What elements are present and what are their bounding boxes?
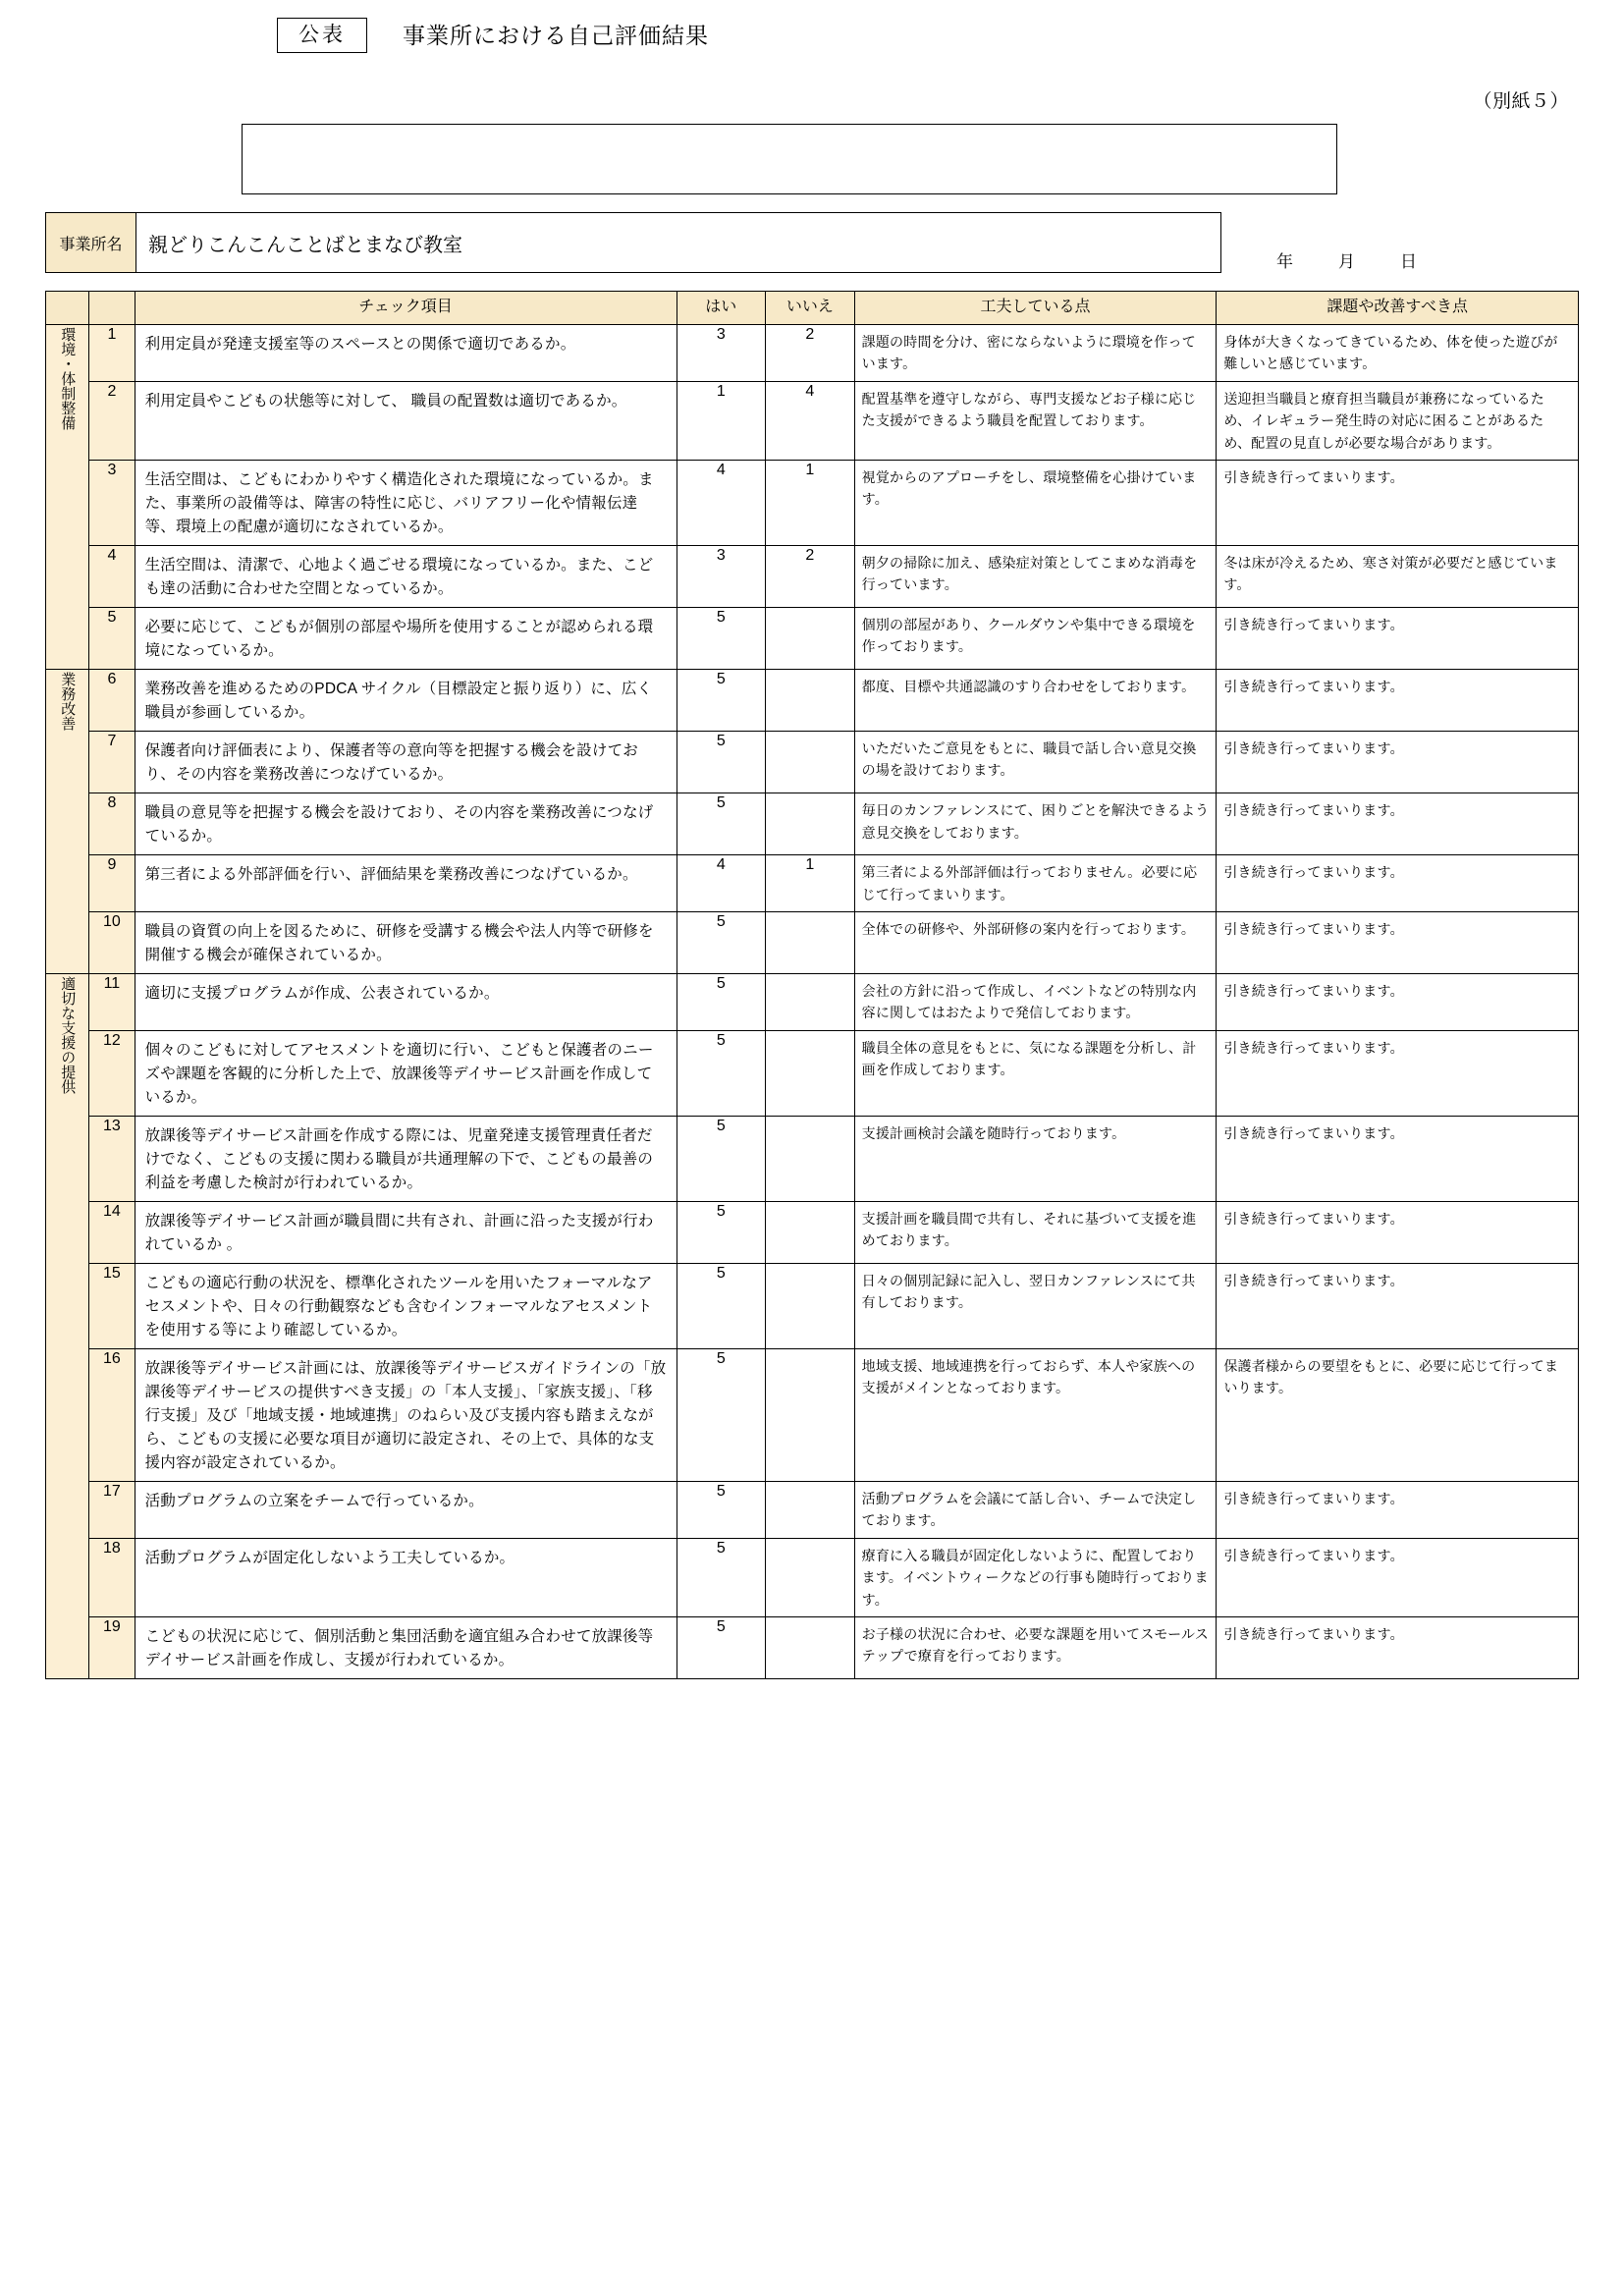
- yes-count: 5: [677, 973, 766, 1030]
- title-box: [242, 124, 1337, 194]
- row-number: 3: [89, 460, 135, 545]
- row-number: 12: [89, 1030, 135, 1116]
- publication-tag: 公表: [277, 18, 367, 53]
- issues-text: 引き続き行ってまいります。: [1217, 1030, 1579, 1116]
- yes-count: 4: [677, 460, 766, 545]
- date-month-label: 月: [1338, 252, 1357, 271]
- yes-count: 5: [677, 1116, 766, 1201]
- issues-text: 引き続き行ってまいります。: [1217, 793, 1579, 855]
- yes-count: 5: [677, 1348, 766, 1481]
- table-row: [46, 546, 1579, 608]
- table-row: [46, 911, 1579, 973]
- yes-count: 1: [677, 381, 766, 460]
- row-number: 18: [89, 1538, 135, 1616]
- table-row: [46, 855, 1579, 912]
- issues-text: 身体が大きくなってきているため、体を使った遊びが難しいと感じています。: [1217, 325, 1579, 382]
- yes-count: 5: [677, 1030, 766, 1116]
- good-points-text: 療育に入る職員が固定化しないように、配置しております。イベントウィークなどの行事も随時行っております。: [854, 1538, 1217, 1616]
- category-label: 環境・体制整備: [59, 327, 77, 430]
- category-label: 業務改善: [59, 672, 77, 732]
- good-points-text: 第三者による外部評価は行っておりません。必要に応じて行ってまいります。: [854, 855, 1217, 912]
- yes-count: 5: [677, 1616, 766, 1678]
- check-item-text: 利用定員が発達支援室等のスペースとの関係で適切であるか。: [135, 325, 677, 382]
- issues-text: 送迎担当職員と療育担当職員が兼務になっているため、イレギュラー発生時の対応に困ることがあるため、配置の見直しが必要な場合があります。: [1217, 381, 1579, 460]
- table-row: [46, 1482, 1579, 1539]
- col-yes: はい: [677, 292, 766, 325]
- check-item-text: 放課後等デイサービス計画には、放課後等デイサービスガイドラインの「放課後等デイサービスの提供すべき支援」の「本人支援」、「家族支援」、「移行支援」及び「地域支援・地域連携」のねらい及び支援内容も踏まえながら、こどもの支援に必要な項目が適切に設定され、その上で、具体的な支援内容が設定されているか。: [135, 1348, 677, 1481]
- date-line: [1276, 247, 1419, 272]
- row-number: 1: [89, 325, 135, 382]
- yes-count: 5: [677, 1538, 766, 1616]
- no-count: [766, 1348, 855, 1481]
- good-points-text: 朝夕の掃除に加え、感染症対策としてこまめな消毒を行っています。: [854, 546, 1217, 608]
- yes-count: 5: [677, 911, 766, 973]
- no-count: 1: [766, 460, 855, 545]
- table-row: [46, 793, 1579, 855]
- issues-text: 引き続き行ってまいります。: [1217, 1263, 1579, 1348]
- no-count: 2: [766, 546, 855, 608]
- good-points-text: いただいたご意見をもとに、職員で話し合い意見交換の場を設けております。: [854, 732, 1217, 793]
- yes-count: 3: [677, 546, 766, 608]
- issues-text: 冬は床が冷えるため、寒さ対策が必要だと感じています。: [1217, 546, 1579, 608]
- annex-label: （別紙５）: [1473, 91, 1569, 112]
- yes-count: 5: [677, 793, 766, 855]
- col-issues: 課題や改善すべき点: [1217, 292, 1579, 325]
- office-name-row: [45, 212, 1221, 273]
- page-title: 事業所における自己評価結果: [403, 23, 709, 48]
- check-item-text: 活動プログラムの立案をチームで行っているか。: [135, 1482, 677, 1539]
- issues-text: 引き続き行ってまいります。: [1217, 1538, 1579, 1616]
- office-name-value: 親どりこんこんことばとまなび教室: [148, 234, 462, 256]
- row-number: 19: [89, 1616, 135, 1678]
- row-number: 2: [89, 381, 135, 460]
- table-row: [46, 1116, 1579, 1201]
- check-item-text: 活動プログラムが固定化しないよう工夫しているか。: [135, 1538, 677, 1616]
- yes-count: 4: [677, 855, 766, 912]
- table-body: [46, 325, 1579, 1679]
- issues-text: 引き続き行ってまいります。: [1217, 973, 1579, 1030]
- row-number: 15: [89, 1263, 135, 1348]
- yes-count: 5: [677, 1482, 766, 1539]
- check-item-text: 放課後等デイサービス計画を作成する際には、児童発達支援管理責任者だけでなく、こどもの支援に関わる職員が共通理解の下で、こどもの最善の利益を考慮した検討が行われているか。: [135, 1116, 677, 1201]
- check-item-text: 職員の意見等を把握する機会を設けており、その内容を業務改善につなげているか。: [135, 793, 677, 855]
- no-count: 1: [766, 855, 855, 912]
- row-number: 14: [89, 1201, 135, 1263]
- check-item-text: 業務改善を進めるためのPDCA サイクル（目標設定と振り返り）に、広く職員が参画しているか。: [135, 670, 677, 732]
- issues-text: 引き続き行ってまいります。: [1217, 460, 1579, 545]
- issues-text: 引き続き行ってまいります。: [1217, 1116, 1579, 1201]
- col-category: [46, 292, 89, 325]
- no-count: [766, 973, 855, 1030]
- no-count: [766, 1030, 855, 1116]
- yes-count: 3: [677, 325, 766, 382]
- issues-text: 引き続き行ってまいります。: [1217, 670, 1579, 732]
- issues-text: 引き続き行ってまいります。: [1217, 1201, 1579, 1263]
- col-good-points: 工夫している点: [854, 292, 1217, 325]
- issues-text: 引き続き行ってまいります。: [1217, 855, 1579, 912]
- no-count: [766, 1616, 855, 1678]
- good-points-text: 個別の部屋があり、クールダウンや集中できる環境を作っております。: [854, 608, 1217, 670]
- table-row: [46, 973, 1579, 1030]
- check-item-text: こどもの状況に応じて、個別活動と集団活動を適宜組み合わせて放課後等デイサービス計画を作成し、支援が行われているか。: [135, 1616, 677, 1678]
- check-item-text: 個々のこどもに対してアセスメントを適切に行い、こどもと保護者のニーズや課題を客観的に分析した上で、放課後等デイサービス計画を作成しているか。: [135, 1030, 677, 1116]
- row-number: 10: [89, 911, 135, 973]
- check-item-text: 保護者向け評価表により、保護者等の意向等を把握する機会を設けており、その内容を業務改善につなげているか。: [135, 732, 677, 793]
- no-count: [766, 1482, 855, 1539]
- good-points-text: お子様の状況に合わせ、必要な課題を用いてスモールステップで療育を行っております。: [854, 1616, 1217, 1678]
- table-row: [46, 325, 1579, 382]
- no-count: 2: [766, 325, 855, 382]
- good-points-text: 支援計画を職員間で共有し、それに基づいて支援を進めております。: [854, 1201, 1217, 1263]
- table-row: [46, 1030, 1579, 1116]
- office-name-label: 事業所名: [46, 213, 136, 272]
- self-evaluation-table: [45, 291, 1579, 1679]
- check-item-text: 必要に応じて、こどもが個別の部屋や場所を使用することが認められる環境になっているか。: [135, 608, 677, 670]
- good-points-text: 会社の方針に沿って作成し、イベントなどの特別な内容に関してはおたよりで発信しております。: [854, 973, 1217, 1030]
- table-row: [46, 1348, 1579, 1481]
- table-header-row: [46, 292, 1579, 325]
- yes-count: 5: [677, 1263, 766, 1348]
- issues-text: 引き続き行ってまいります。: [1217, 1482, 1579, 1539]
- category-cell: [46, 325, 89, 670]
- yes-count: 5: [677, 670, 766, 732]
- no-count: [766, 608, 855, 670]
- date-year-label: 年: [1276, 252, 1295, 271]
- category-cell: [46, 973, 89, 1678]
- no-count: [766, 911, 855, 973]
- no-count: 4: [766, 381, 855, 460]
- issues-text: 引き続き行ってまいります。: [1217, 1616, 1579, 1678]
- table-row: [46, 1538, 1579, 1616]
- row-number: 7: [89, 732, 135, 793]
- col-item: チェック項目: [135, 292, 677, 325]
- no-count: [766, 1263, 855, 1348]
- col-no: いいえ: [766, 292, 855, 325]
- table-row: [46, 460, 1579, 545]
- table-row: [46, 1263, 1579, 1348]
- yes-count: 5: [677, 608, 766, 670]
- good-points-text: 都度、目標や共通認識のすり合わせをしております。: [854, 670, 1217, 732]
- row-number: 16: [89, 1348, 135, 1481]
- no-count: [766, 793, 855, 855]
- good-points-text: 課題の時間を分け、密にならないように環境を作っています。: [854, 325, 1217, 382]
- check-item-text: 第三者による外部評価を行い、評価結果を業務改善につなげているか。: [135, 855, 677, 912]
- table-row: [46, 608, 1579, 670]
- row-number: 13: [89, 1116, 135, 1201]
- table-row: [46, 1201, 1579, 1263]
- check-item-text: 生活空間は、こどもにわかりやすく構造化された環境になっているか。また、事業所の設備等は、障害の特性に応じ、バリアフリー化や情報伝達等、環境上の配慮が適切になされているか。: [135, 460, 677, 545]
- issues-text: 引き続き行ってまいります。: [1217, 608, 1579, 670]
- good-points-text: 地域支援、地域連携を行っておらず、本人や家族への支援がメインとなっております。: [854, 1348, 1217, 1481]
- good-points-text: 職員全体の意見をもとに、気になる課題を分析し、計画を作成しております。: [854, 1030, 1217, 1116]
- table-row: [46, 670, 1579, 732]
- category-cell: [46, 670, 89, 974]
- table-row: [46, 732, 1579, 793]
- table-row: [46, 1616, 1579, 1678]
- issues-text: 引き続き行ってまいります。: [1217, 732, 1579, 793]
- no-count: [766, 670, 855, 732]
- good-points-text: 毎日のカンファレンスにて、困りごとを解決できるよう意見交換をしております。: [854, 793, 1217, 855]
- no-count: [766, 1116, 855, 1201]
- no-count: [766, 1201, 855, 1263]
- issues-text: 保護者様からの要望をもとに、必要に応じて行ってまいります。: [1217, 1348, 1579, 1481]
- row-number: 9: [89, 855, 135, 912]
- table-row: [46, 381, 1579, 460]
- no-count: [766, 1538, 855, 1616]
- good-points-text: 視覚からのアプローチをし、環境整備を心掛けています。: [854, 460, 1217, 545]
- row-number: 8: [89, 793, 135, 855]
- yes-count: 5: [677, 1201, 766, 1263]
- yes-count: 5: [677, 732, 766, 793]
- check-item-text: 生活空間は、清潔で、心地よく過ごせる環境になっているか。また、こども達の活動に合わせた空間となっているか。: [135, 546, 677, 608]
- good-points-text: 全体での研修や、外部研修の案内を行っております。: [854, 911, 1217, 973]
- good-points-text: 配置基準を遵守しながら、専門支援などお子様に応じた支援ができるよう職員を配置しております。: [854, 381, 1217, 460]
- good-points-text: 日々の個別記録に記入し、翌日カンファレンスにて共有しております。: [854, 1263, 1217, 1348]
- category-label: 適切な支援の提供: [59, 975, 77, 1094]
- good-points-text: 活動プログラムを会議にて話し合い、チームで決定しております。: [854, 1482, 1217, 1539]
- no-count: [766, 732, 855, 793]
- date-day-label: 日: [1400, 252, 1419, 271]
- issues-text: 引き続き行ってまいります。: [1217, 911, 1579, 973]
- check-item-text: 放課後等デイサービス計画が職員間に共有され、計画に沿った支援が行われているか 。: [135, 1201, 677, 1263]
- check-item-text: こどもの適応行動の状況を、標準化されたツールを用いたフォーマルなアセスメントや、日々の行動観察なども含むインフォーマルなアセスメントを使用する等により確認しているか。: [135, 1263, 677, 1348]
- row-number: 11: [89, 973, 135, 1030]
- row-number: 17: [89, 1482, 135, 1539]
- good-points-text: 支援計画検討会議を随時行っております。: [854, 1116, 1217, 1201]
- check-item-text: 利用定員やこどもの状態等に対して、 職員の配置数は適切であるか。: [135, 381, 677, 460]
- col-number: [89, 292, 135, 325]
- row-number: 4: [89, 546, 135, 608]
- check-item-text: 職員の資質の向上を図るために、研修を受講する機会や法人内等で研修を開催する機会が確保されているか。: [135, 911, 677, 973]
- check-item-text: 適切に支援プログラムが作成、公表されているか。: [135, 973, 677, 1030]
- row-number: 5: [89, 608, 135, 670]
- row-number: 6: [89, 670, 135, 732]
